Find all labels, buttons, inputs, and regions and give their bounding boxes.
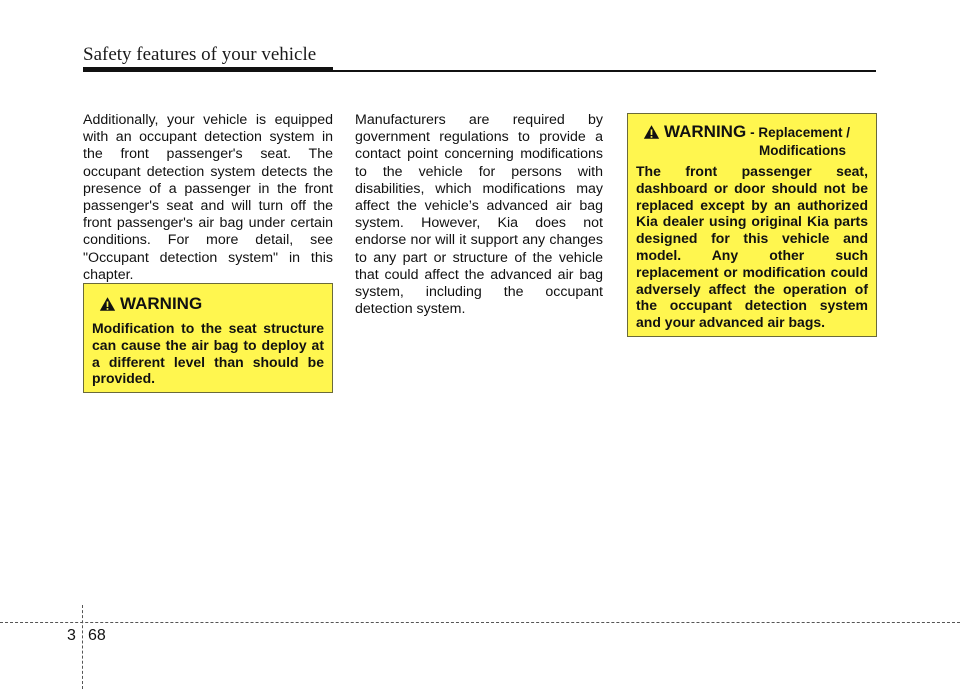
page-number: 68	[88, 627, 106, 644]
warning-body: Modification to the seat structure can cause the air bag to deploy at a different level than should be provided.	[92, 320, 324, 387]
left-column-text: Additionally, your vehicle is equipped with an occupant detection system in the front passenger's seat. The occupant detection system detects the presence of a passenger in the front passenger's seat and will turn off the front passenger's air bag under certain conditions. For more detail, see "Occupant detection system" in this chapter.	[83, 112, 333, 283]
warning-subtitle: - Replacement /	[750, 124, 850, 140]
footer-divider	[0, 622, 960, 623]
warning-header	[92, 294, 324, 314]
chapter-number: 3	[67, 627, 76, 644]
page-header-title: Safety features of your vehicle	[83, 44, 317, 65]
warning-box-seat-modification	[83, 283, 333, 393]
footer-vertical-divider	[82, 605, 83, 689]
warning-body: The front passenger seat, dashboard or door should not be replaced except by an authorized Kia dealer using original Kia parts designed for this vehicle and model. Any other such replacement or modification could adversely affect the operation of the occupant detection system and your advanced air bags.	[636, 163, 868, 331]
warning-header	[636, 122, 868, 142]
header-rule-thin	[333, 70, 876, 72]
warning-box-replacement	[627, 113, 877, 337]
warning-title: WARNING	[664, 122, 747, 141]
warning-subtitle-continued: Modifications	[759, 143, 846, 158]
warning-title: WARNING	[120, 294, 203, 313]
warning-triangle-icon	[99, 296, 116, 312]
header-rule-thick	[83, 67, 333, 72]
warning-triangle-icon	[643, 124, 660, 140]
middle-column-text: Manufacturers are required by government regulations to provide a contact point concerning modifications to the vehicle for persons with disabilities, which modifications may affect the vehicle’s advanced air bag system. However, Kia does not endorse nor will it support any changes to any part or structure of the vehicle that could affect the advanced air bag system, including the occupant detection system.	[355, 112, 603, 318]
